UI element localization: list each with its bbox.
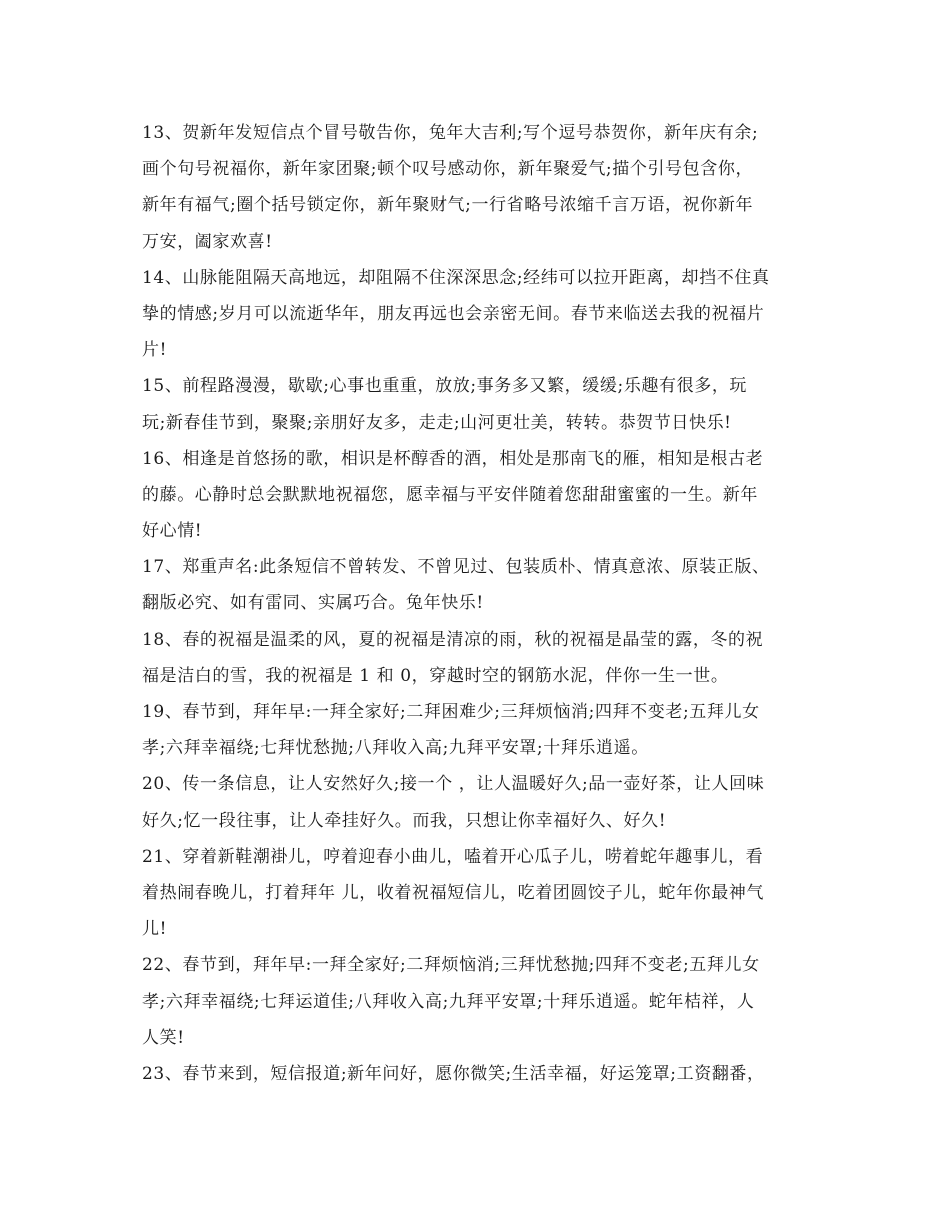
text-line: 20、传一条信息，让人安然好久;接一个 ，让人温暖好久;品一壶好茶，让人回味: [142, 774, 765, 795]
text-line: 好心情!: [142, 521, 203, 542]
text-line: 14、山脉能阻隔天高地远，却阻隔不住深深思念;经纬可以拉开距离，却挡不住真: [142, 267, 770, 288]
text-line: 福是洁白的雪，我的祝福是 1 和 0，穿越时空的钢筋水泥，伴你一生一世。: [142, 665, 729, 686]
text-line: 挚的情感;岁月可以流逝华年，朋友再远也会亲密无间。春节来临送去我的祝福片: [142, 303, 765, 324]
text-line: 17、郑重声名:此条短信不曾转发、不曾见过、包装质朴、情真意浓、原装正版、: [142, 557, 770, 578]
text-line: 新年有福气;圈个括号锁定你，新年聚财气;一行省略号浓缩千言万语，祝你新年: [142, 195, 754, 216]
text-line: 片!: [142, 340, 168, 361]
text-line: 15、前程路漫漫，歇歇;心事也重重，放放;事务多又繁，缓缓;乐趣有很多，玩: [142, 376, 748, 397]
text-line: 21、穿着新鞋潮褂儿，哼着迎春小曲儿，嗑着开心瓜子儿，唠着蛇年趣事儿，看: [142, 846, 764, 867]
text-line: 人笑!: [142, 1027, 185, 1048]
text-line: 22、春节到，拜年早:一拜全家好;二拜烦恼消;三拜忧愁抛;四拜不变老;五拜儿女: [142, 955, 760, 976]
text-line: 着热闹春晚儿，打着拜年 儿，收着祝福短信儿，吃着团圆饺子儿，蛇年你最神气: [142, 882, 765, 903]
text-line: 的藤。心静时总会默默地祝福您，愿幸福与平安伴随着您甜甜蜜蜜的一生。新年: [142, 484, 758, 505]
text-line: 万安，阖家欢喜!: [142, 231, 273, 252]
text-line: 16、相逢是首悠扬的歌，相识是杯醇香的酒，相处是那南飞的雁，相知是根古老: [142, 448, 764, 469]
text-line: 孝;六拜幸福绕;七拜运道佳;八拜收入高;九拜平安罩;十拜乐逍遥。蛇年桔祥，人: [142, 991, 755, 1012]
text-line: 玩;新春佳节到，聚聚;亲朋好友多，走走;山河更壮美，转转。恭贺节日快乐!: [142, 412, 732, 433]
text-line: 13、贺新年发短信点个冒号敬告你，兔年大吉利;写个逗号恭贺你，新年庆有余;: [142, 123, 759, 143]
text-line: 孝;六拜幸福绕;七拜忧愁抛;八拜收入高;九拜平安罩;十拜乐逍遥。: [142, 738, 649, 759]
text-line: 画个句号祝福你，新年家团聚;顿个叹号感动你，新年聚爱气;描个引号包含你，: [142, 159, 754, 180]
text-line: 儿!: [142, 919, 168, 940]
document-body: [142, 115, 822, 1092]
text-line: 好久;忆一段往事，让人牵挂好久。而我，只想让你幸福好久、好久!: [142, 810, 667, 831]
text-line: 19、春节到，拜年早:一拜全家好;二拜困难少;三拜烦恼消;四拜不变老;五拜儿女: [142, 702, 760, 722]
text-line: 18、春的祝福是温柔的风，夏的祝福是清凉的雨，秋的祝福是晶莹的露，冬的祝: [142, 629, 764, 650]
text-line: 翻版必究、如有雷同、实属巧合。兔年快乐!: [142, 593, 484, 614]
text-line: 23、春节来到，短信报道;新年问好，愿你微笑;生活幸福，好运笼罩;工资翻番，: [142, 1063, 765, 1084]
